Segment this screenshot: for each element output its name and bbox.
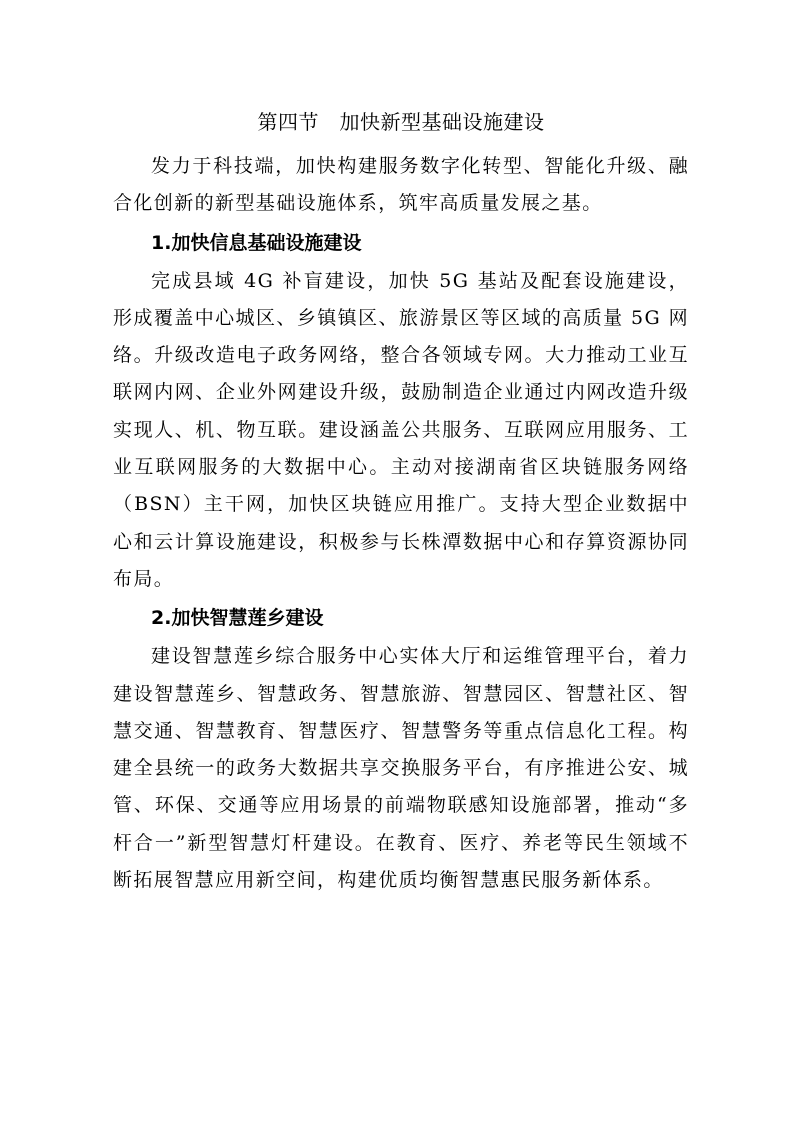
intro-paragraph: 发力于科技端，加快构建服务数字化转型、智能化升级、融合化创新的新型基础设施体系，筑牢高质量发展之基。 (113, 155, 689, 215)
subsection-heading-1: 1.加快信息基础设施建设 (151, 231, 362, 254)
section-title: 第四节 加快新型基础设施建设 (257, 110, 545, 134)
subsection-heading-2: 2.加快智慧莲乡建设 (151, 607, 324, 630)
subsection-body-2: 建设智慧莲乡综合服务中心实体大厅和运维管理平台，着力建设智慧莲乡、智慧政务、智慧旅游、智慧园区、智慧社区、智慧交通、智慧教育、智慧医疗、智慧警务等重点信息化工程。构建全县统一的政务大数据共享交换服务平台，有序推进公安、城管、环保、交通等应用场景的前端物联感知设施部署，推动“多杆合一”新型智慧灯杆建设。在教育、医疗、养老等民生领域不断拓展智慧应用新空间，构建优质均衡智慧惠民服务新体系。 (113, 645, 689, 892)
subsection-body-1: 完成县域 4G 补盲建设，加快 5G 基站及配套设施建设，形成覆盖中心城区、乡镇镇区、旅游景区等区域的高质量 5G 网络。升级改造电子政务网络，整合各领域专网。大力推动工业互联网内网、企业外网建设升级，鼓励制造企业通过内网改造升级实现人、机、物互联。建设涵盖公共服务、互联网应用服务、工业互联网服务的大数据中心。主动对接湖南省区块链服务网络（BSN）主干网，加快区块链应用推广。支持大型企业数据中心和云计算设施建设，积极参与长株潭数据中心和存算资源协同布局。 (113, 269, 689, 590)
